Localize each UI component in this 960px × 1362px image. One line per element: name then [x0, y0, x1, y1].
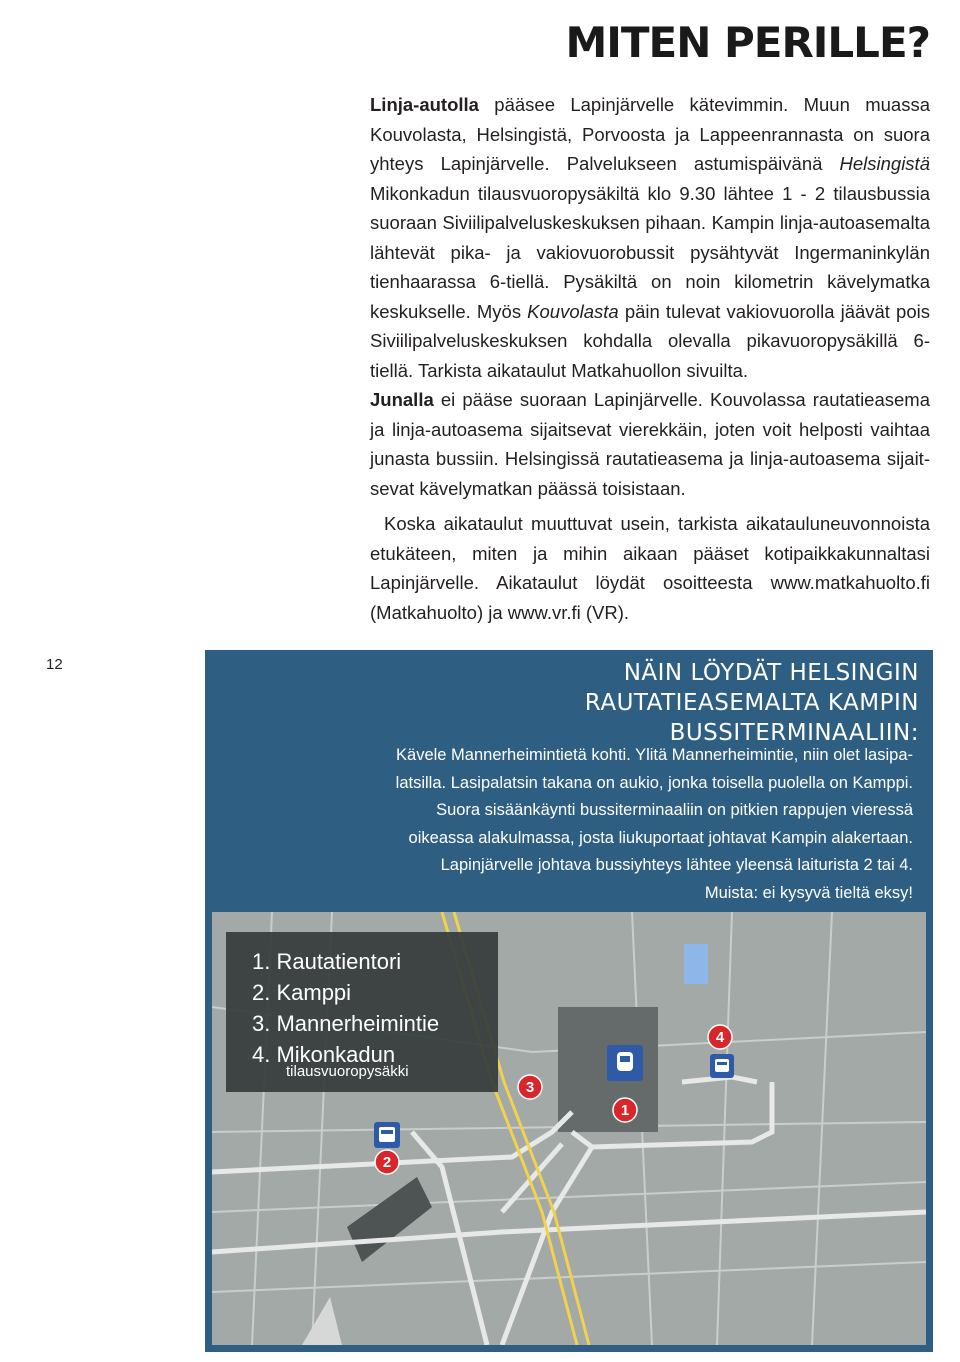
- directions-title-line: NÄIN LÖYDÄT HELSINGIN: [623, 660, 919, 686]
- directions-line: Muista: ei kysyvä tieltä eksy!: [704, 883, 913, 902]
- train-lead: Junalla: [370, 389, 434, 410]
- marker-3-label: 3: [525, 1079, 535, 1096]
- train-text: ei pääse suoraan Lapinjärvelle. Kouvolassa rautatieasema ja linja-autoasema sijaitsevat vierekkäin, joten voit helposti vaihtaa junasta bussiin. Helsingissä rautatieasema ja linja-autoasema sijaitsevat kävelymatkan päässä toisistaan.: [370, 389, 930, 499]
- bus-text-3: päin tulevat vakiovuorolla jäävät pois Siviilipalveluskeskuksen kohdalla olevalla pikavuoropysäkillä 6-tiellä. Tarkista aikataulut Matkahuollon sivuilta.: [370, 300, 930, 381]
- bus-stop-icon-kamppi: [374, 1122, 400, 1148]
- legend-item: 4. Mikonkadun: [252, 1042, 396, 1067]
- directions-title-line: RAUTATIEASEMALTA KAMPIN: [584, 690, 919, 716]
- bus-text-1: pääsee Lapinjärvelle kätevimmin. Muun muassa Kouvolasta, Helsingistä, Porvoosta ja Lappeenrannasta on suora yhteys Lapinjärvelle. Palvelukseen astumispäivänä: [370, 94, 930, 174]
- directions-line: Kävele Mannerheimintietä kohti. Ylitä Mannerheimintie, niin olet lasipa-: [396, 746, 913, 764]
- street-map: [212, 912, 926, 1345]
- marker-4-label: 4: [715, 1029, 725, 1046]
- marker-2-label: 2: [382, 1154, 392, 1171]
- train-station-icon: [607, 1045, 643, 1081]
- helsinki-emphasis: Helsingistä: [839, 153, 930, 174]
- kouvola-emphasis: Kouvolasta: [527, 300, 619, 322]
- directions-line: Suora sisäänkäynti bussiterminaaliin on pitkien rappujen vieressä: [436, 801, 913, 819]
- page-number: 12: [46, 656, 63, 673]
- bus-text-2: Mikonkadun tilausvuoropysäkiltä klo 9.30 lähtee 1 - 2 tilausbussia suoraan Siviilipalveluskeskuksen pihaan. Kampin linja-autoasemalta lähtevät pika- ja vakiovuorobussit pysähtyvät Ingermaninkylän tienhaarassa 6-tiellä. Pysäkiltä on noin kilometrin kävelymatka keskukselle. Myös: [370, 182, 930, 322]
- directions-title: [585, 658, 919, 748]
- bus-paragraph: [370, 90, 930, 385]
- map-legend: [226, 932, 498, 1092]
- legend-item: 2. Kamppi: [252, 980, 352, 1005]
- legend-item: 1. Rautatientori: [252, 949, 402, 974]
- bus-stop-icon-mikonkatu: [710, 1054, 734, 1078]
- schedule-paragraph: Koska aikataulut muuttuvat usein, tarkista aikatauluneuvonnoista etukäteen, miten ja mihin aikaan pääset kotipaikkakunnaltasi Lapinjärvelle. Aikataulut löydät osoitteesta www.matkahuolto.fi (Matkahuolto) ja www.vr.fi (VR).: [370, 513, 930, 623]
- train-paragraph: [370, 385, 930, 503]
- directions-line: Lapinjärvelle johtava bussiyhteys lähtee yleensä laiturista 2 tai 4.: [440, 856, 913, 874]
- legend-item: 3. Mannerheimintie: [252, 1011, 440, 1036]
- water-area: [684, 944, 708, 984]
- directions-line: oikeassa alakulmassa, josta liukuportaat johtavat Kampin alakertaan.: [408, 828, 913, 847]
- bus-lead: Linja-autolla: [370, 94, 479, 115]
- lasipalatsi-square: [302, 1297, 342, 1345]
- kamppi-building: [347, 1177, 432, 1262]
- legend-subtext: tilausvuoropysäkki: [286, 1063, 409, 1080]
- directions-line: latsilla. Lasipalatsin takana on aukio, jonka toisella puolella on Kamppi.: [395, 773, 913, 792]
- page-title: MITEN PERILLE?: [565, 18, 930, 67]
- directions-text: [273, 742, 913, 907]
- marker-1-label: 1: [620, 1102, 630, 1119]
- directions-title-line: BUSSITERMINAALIIN:: [669, 720, 919, 746]
- article-body: [370, 90, 930, 627]
- directions-box: [205, 650, 933, 1352]
